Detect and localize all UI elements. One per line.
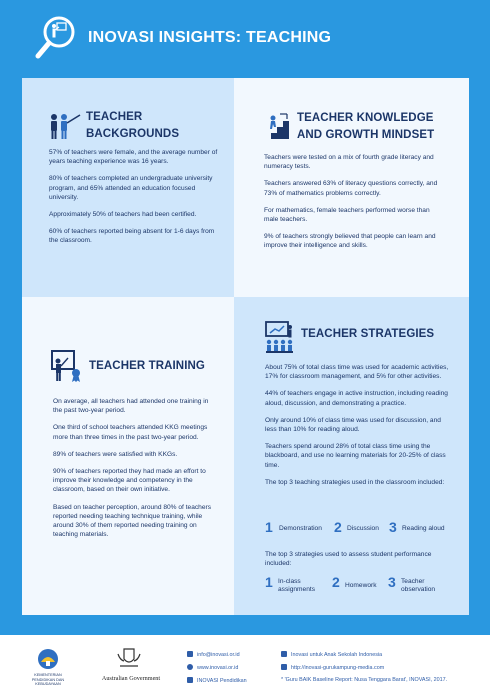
- contact-text: INOVASI Pendidikan: [197, 678, 247, 684]
- title-line: TEACHER: [86, 111, 143, 123]
- contact-text: www.inovasi.or.id: [197, 665, 239, 671]
- list-item: Discussion: [347, 525, 379, 532]
- list-number: 2: [332, 574, 340, 590]
- panel-title: [86, 109, 179, 143]
- ministry-emblem-icon: [35, 648, 61, 670]
- panel-teacher-strategies: [234, 297, 469, 615]
- list-item-line: In-class: [278, 578, 301, 585]
- magnifier-teacher-icon: [35, 14, 79, 64]
- title-line: BACKGROUNDS: [86, 128, 180, 140]
- source-note: * 'Guru BAIK Baseline Report: Nusa Tenggara Barat', INOVASI, 2017.: [281, 677, 448, 683]
- title-line: AND GROWTH MINDSET: [297, 129, 435, 141]
- panel-teacher-training: [22, 297, 234, 615]
- paragraph: About 75% of total class time was used for academic activities, 17% for classroom management, and 5% for other activities.: [265, 364, 449, 381]
- list-number: 1: [265, 519, 273, 535]
- panel-body: [53, 397, 218, 547]
- page-title: INOVASI INSIGHTS: TEACHING: [88, 29, 332, 46]
- page-footer: [0, 635, 490, 692]
- paragraph: 57% of teachers were female, and the average number of years teaching experience was 16 years.: [49, 149, 218, 166]
- list-item: Reading aloud: [402, 525, 445, 532]
- paragraph: 90% of teachers reported they had made an effort to improve their knowledge and competency in the classroom, based on their own initiative.: [53, 468, 206, 494]
- paragraph: The top 3 teaching strategies used in the classroom included:: [265, 478, 445, 486]
- list-item: [278, 578, 315, 594]
- facebook-icon: [281, 651, 287, 657]
- contact-email[interactable]: [187, 651, 240, 658]
- contact-website[interactable]: [187, 664, 238, 671]
- paragraph: 89% of teachers were satisfied with KKGs.: [53, 450, 178, 458]
- email-icon: [187, 651, 193, 657]
- page-header: [0, 0, 490, 80]
- paragraph: For mathematics, female teachers performed worse than male teachers.: [264, 206, 430, 224]
- teacher-pointing-board-icon: [48, 112, 82, 140]
- panel-body: [264, 153, 444, 259]
- contact-text: info@inovasi.or.id: [197, 652, 240, 658]
- paragraph: 60% of teachers reported being absent for 1-6 days from the classroom.: [49, 228, 215, 245]
- assess-intro: The top 3 strategies used to assess student performance included:: [265, 551, 432, 568]
- list-item: Demonstration: [279, 525, 322, 532]
- list-item-line: Teacher: [401, 578, 425, 585]
- list-number: 1: [265, 574, 273, 590]
- panel-body: [49, 148, 219, 254]
- contact-link[interactable]: [281, 664, 384, 671]
- paragraph: Approximately 50% of teachers had been certified.: [49, 211, 197, 219]
- logo-text-line: KEMENTERIAN: [34, 673, 62, 677]
- australian-crest-icon: [115, 646, 143, 670]
- paragraph: Only around 10% of class time was used for discussion, and less than 10% for reading aloud.: [265, 416, 441, 434]
- teacher-certificate-board-icon: [50, 349, 84, 383]
- contact-text: http://inovasi-gurukampung-media.com: [291, 665, 385, 671]
- paragraph: Based on teacher perception, around 80% of teachers reported needing teaching technique training, while around 30% of them reported needing training on teaching materials.: [53, 503, 211, 539]
- paragraph: One third of school teachers attended KKG meetings more than three times in the past two-year period.: [53, 424, 208, 441]
- list-item-line: assignments: [278, 586, 316, 593]
- ministry-logo-text: [20, 673, 76, 687]
- paragraph: 80% of teachers completed an undergraduate university program, and 65% attended an education focused university.: [49, 175, 213, 201]
- list-item-line: observation: [401, 586, 436, 593]
- panel-title: TEACHER TRAINING: [89, 360, 205, 372]
- panel-title: [297, 110, 434, 144]
- contact-youtube[interactable]: [187, 677, 247, 684]
- contact-text: Inovasi untuk Anak Sekolah Indonesia: [291, 652, 383, 658]
- paragraph: Teachers spend around 28% of total class time using the blackboard, and use no learning materials for 20-25% of class time.: [265, 443, 446, 469]
- link-icon: [281, 664, 287, 670]
- australian-government-text: Australian Government: [101, 675, 161, 682]
- paragraph: Teachers were tested on a mix of fourth grade literacy and numeracy tests.: [264, 154, 434, 171]
- contact-facebook[interactable]: [281, 651, 382, 658]
- panel-title: TEACHER STRATEGIES: [301, 328, 435, 340]
- title-line: TEACHER KNOWLEDGE: [297, 112, 434, 124]
- classroom-presentation-icon: [265, 321, 293, 355]
- list-item: Homework: [345, 582, 377, 589]
- paragraph: 9% of teachers strongly believed that people can learn and improve their intelligence and skills.: [264, 233, 436, 250]
- globe-icon: [187, 664, 193, 670]
- panel-body: [265, 363, 453, 495]
- list-item: [401, 578, 435, 594]
- logo-text-line: PENDIDIKAN DAN KEBUDAYAAN: [31, 677, 65, 686]
- youtube-icon: [187, 677, 193, 683]
- paragraph: 44% of teachers engage in active instruction, including reading aloud, discussion, and demonstrating a practice.: [265, 390, 448, 407]
- panel-teacher-knowledge: [234, 78, 469, 297]
- panel-teacher-backgrounds: [22, 78, 234, 297]
- paragraph: Teachers answered 63% of literacy questions correctly, and 73% of mathematics problems correctly.: [264, 180, 438, 197]
- paragraph: On average, all teachers had attended one training in the past two-year period.: [53, 398, 209, 415]
- list-number: 3: [389, 519, 397, 535]
- person-climbing-stairs-icon: [263, 112, 291, 140]
- list-number: 2: [334, 519, 342, 535]
- list-number: 3: [388, 574, 396, 590]
